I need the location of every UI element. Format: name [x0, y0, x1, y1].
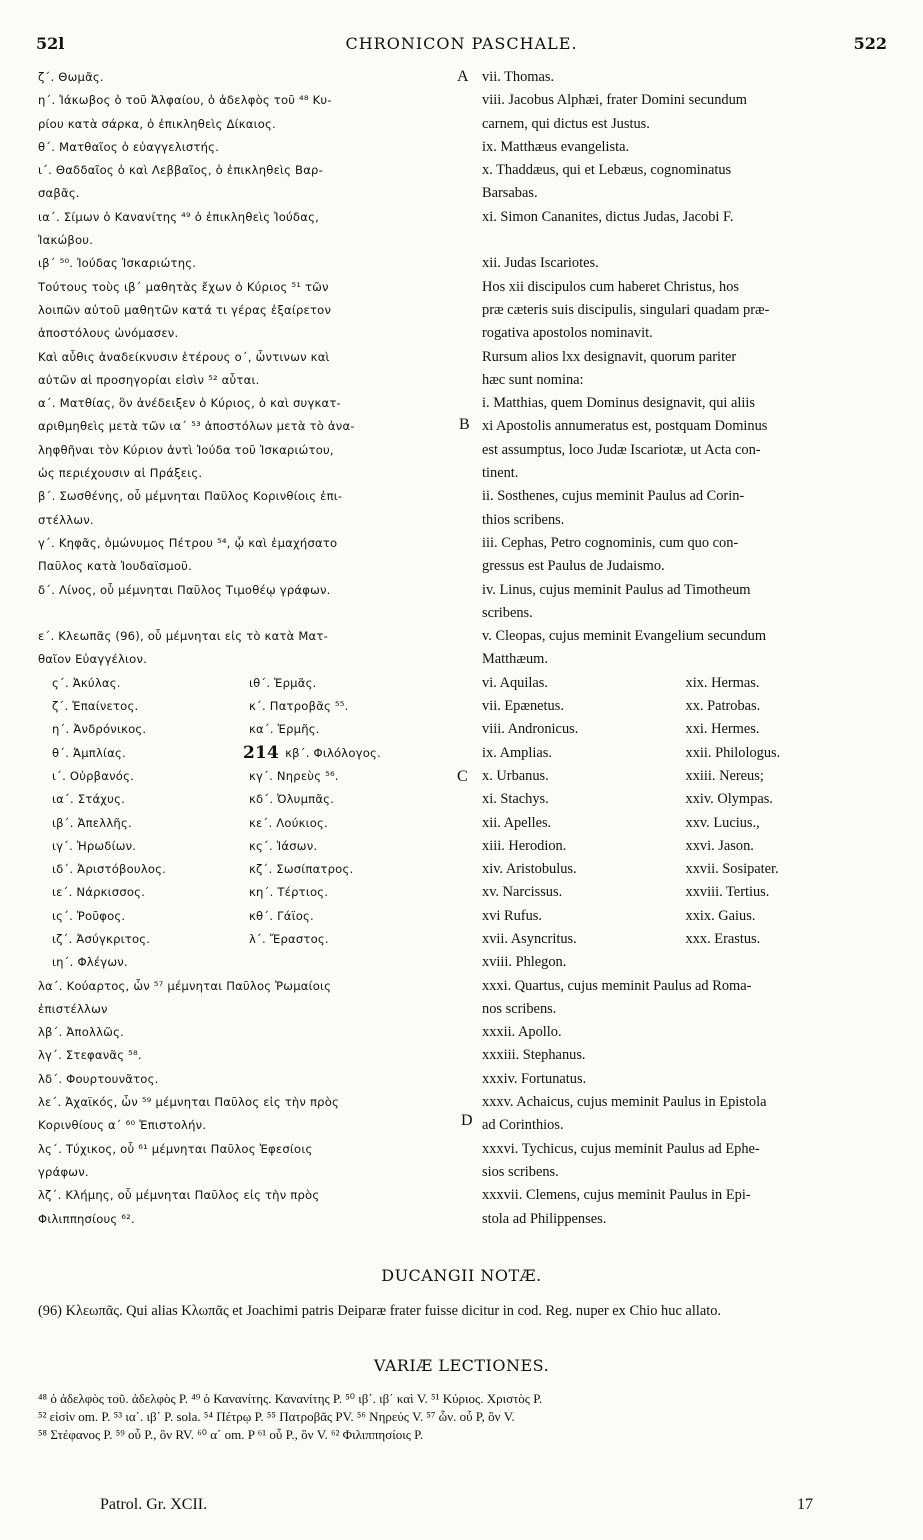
latin-text-line: Matthæum. [482, 651, 548, 668]
name-pair-row [482, 672, 889, 695]
page-footer [100, 1496, 813, 1514]
name-pair-row [38, 788, 460, 811]
latin-text-line: Rursum alios lxx designavit, quorum pariter [482, 348, 737, 365]
greek-text-line: γράφων. [38, 1164, 89, 1179]
latin-text-line: xxxvii. Clemens, cujus meminit Paulus in Epi- [482, 1187, 751, 1204]
name-pair-row [38, 881, 460, 904]
greek-text-line: ι΄. Θαδδαῖος ὁ καὶ Λεββαῖος, ὁ ἐπικληθεὶς Βαρ- [38, 163, 323, 178]
greek-text-line: β΄. Σωσθένης, οὗ μέμνηται Παῦλος Κορινθίοις ἐπι- [38, 489, 343, 504]
greek-text-line: ρίου κατὰ σάρκα, ὁ ἐπικληθεὶς Δίκαιος. [38, 116, 276, 131]
latin-text-line: sios scribens. [482, 1163, 559, 1180]
latin-text-line: gressus est Paulus de Judaismo. [482, 558, 665, 575]
latin-name-left: xvii. Asyncritus. [482, 930, 577, 947]
name-pair-row [482, 905, 889, 928]
latin-text-line: xxxvi. Tychicus, cujus meminit Paulus ad Ephe- [482, 1140, 760, 1157]
variant-reading-line: ⁵⁸ Στέφανος P. ⁵⁹ οὗ P., ὃν RV. ⁶⁰ α΄ om. P ⁶¹ οὗ P., ὃν V. ⁶² Φιλιππησίοις P. [38, 1427, 424, 1442]
latin-name-right: xxix. Gaius. [685, 907, 756, 924]
greek-name-left: ι΄. Οὐρβανός. [52, 768, 134, 783]
latin-text-line: x. Thaddæus, qui et Lebæus, cognominatus [482, 162, 732, 179]
greek-name-left: ιβ΄. Ἀπελλῆς. [52, 815, 132, 830]
greek-text-line: ζ΄. Θωμᾶς. [38, 70, 104, 84]
latin-text-line: carnem, qui dictus est Justus. [482, 115, 650, 132]
greek-name-right [249, 951, 460, 974]
latin-name-right: xxvii. Sosipater. [685, 861, 779, 878]
name-pair-row [482, 695, 889, 718]
latin-text-line: rogativa apostolos nominavit. [482, 325, 653, 342]
latin-name-left: vii. Epænetus. [482, 698, 564, 715]
latin-name-right: xxii. Philologus. [685, 744, 781, 761]
latin-name-right: xxiv. Olympas. [685, 791, 773, 808]
latin-name-left: xvi Rufus. [482, 907, 542, 924]
name-pair-row [38, 718, 460, 741]
latin-text-line: xi Apostolis annumeratus est, postquam Dominus [482, 418, 768, 435]
latin-column [482, 66, 889, 1231]
latin-name-left: xv. Narcissus. [482, 884, 563, 901]
page-number-right: 522 [853, 34, 887, 53]
column-number: 214 [243, 742, 280, 763]
greek-text-line: λζ΄. Κλήμης, οὗ μέμνηται Παῦλος εἰς τὴν πρὸς [38, 1188, 320, 1203]
greek-name-left: ιζ΄. Ἀσύγκριτος. [52, 931, 151, 946]
latin-text-line: iii. Cephas, Petro cognominis, cum quo con- [482, 534, 739, 551]
greek-name-left: η΄. Ἀνδρόνικος. [52, 722, 147, 737]
latin-text-line: est assumptus, loco Judæ Iscariotæ, ut Acta con- [482, 441, 761, 458]
name-pair-row [38, 672, 460, 695]
latin-name-right: xxx. Erastus. [685, 930, 761, 947]
greek-text-line: Παῦλος κατὰ Ἰουδαϊσμοῦ. [38, 559, 192, 574]
greek-text-line: λοιπῶν αὐτοῦ μαθητῶν κατά τι γέρας ἐξαίρετον [38, 302, 332, 317]
greek-name-right: κ΄. Πατροβᾶς ⁵⁵. [249, 699, 349, 714]
greek-text-line: λγ΄. Στεφανᾶς ⁵⁸. [38, 1048, 142, 1063]
greek-name-right: κς΄. Ἰάσων. [249, 838, 318, 853]
latin-text-line: ii. Sosthenes, cujus meminit Paulus ad Corin- [482, 488, 745, 505]
variant-reading-line: ⁴⁸ ὁ ἀδελφὸς τοῦ. ἀδελφὸς P. ⁴⁹ ὁ Κανανίτης. Κανανίτης P. ⁵⁰ ιβ΄. ιβ΄ καὶ V. ⁵¹ Κύριος. Χριστὸς P. [38, 1391, 543, 1406]
latin-text-line: viii. Jacobus Alphæi, frater Domini secundum [482, 92, 747, 109]
greek-text-line: λα΄. Κούαρτος, ὧν ⁵⁷ μέμνηται Παῦλος Ῥωμαίοις [38, 978, 332, 993]
ducange-note: (96) Κλεωπᾶς. Qui alias Κλωπᾶς et Joachimi patris Deiparæ frater fuisse dicitur in cod. Reg. nuper ex Chio huc allato. [38, 1303, 721, 1319]
greek-text-line: ὡς περιέχουσιν αἱ Πράξεις. [38, 466, 203, 481]
name-pair-row [38, 928, 460, 951]
latin-name-right: xix. Hermas. [685, 674, 760, 691]
greek-text-line: α΄. Ματθίας, ὃν ἀνέδειξεν ὁ Κύριος, ὁ καὶ συγκατ- [38, 396, 341, 411]
greek-name-left: ζ΄. Ἐπαίνετος. [52, 699, 139, 714]
latin-text-line: præ cæteris suis discipulis, singulari quadam præ- [482, 301, 770, 318]
name-pair-row [482, 742, 889, 765]
greek-name-right: κα΄. Ἑρμῆς. [249, 722, 320, 737]
greek-text-line: ιβ΄ ⁵⁰. Ἰούδας Ἰσκαριώτης. [38, 256, 197, 271]
greek-text-line: ληφθῆναι τὸν Κύριον ἀντὶ Ἰούδα τοῦ Ἰσκαριώτου, [38, 442, 334, 457]
greek-name-left: ς΄. Ἀκύλας. [52, 675, 121, 690]
greek-text-line: θαῖον Εὐαγγέλιον. [38, 652, 148, 667]
margin-marker-d: D [461, 1112, 473, 1129]
latin-text-line: ad Corinthios. [482, 1117, 564, 1134]
name-pair-row [482, 812, 889, 835]
greek-text-line: ια΄. Σίμων ὁ Κανανίτης ⁴⁹ ὁ ἐπικληθεὶς Ἰούδας, [38, 209, 319, 224]
running-title: CHRONICON PASCHALE. [345, 34, 578, 53]
name-pair-row [482, 928, 889, 951]
latin-name-right: xx. Patrobas. [685, 698, 761, 715]
latin-name-left: x. Urbanus. [482, 767, 549, 784]
greek-column [38, 66, 460, 1231]
greek-name-left: ια΄. Στάχυς. [52, 792, 125, 807]
greek-text-line: ε΄. Κλεωπᾶς (96), οὗ μέμνηται εἰς τὸ κατὰ Ματ- [38, 629, 328, 644]
name-pair-row [482, 951, 889, 974]
greek-name-right: λ΄. Ἔραστος. [249, 931, 329, 946]
latin-text-line: stola ad Philippenses. [482, 1210, 607, 1227]
greek-text-line: Καὶ αὖθις ἀναδείκνυσιν ἑτέρους ο΄, ὧντινων καὶ [38, 349, 330, 364]
greek-text-line: ἐπιστέλλων [38, 1001, 108, 1016]
margin-marker-b: B [459, 416, 470, 433]
latin-name-right: xxi. Hermes. [685, 721, 760, 738]
greek-text-line: Κορινθίους α΄ ⁶⁰ Ἐπιστολήν. [38, 1118, 207, 1133]
latin-name-left: viii. Andronicus. [482, 721, 579, 738]
footer-signature: 17 [797, 1496, 813, 1513]
greek-name-right: κδ΄. Ὀλυμπᾶς. [249, 792, 335, 807]
latin-text-line: tinent. [482, 465, 519, 482]
latin-text-line: hæc sunt nomina: [482, 371, 584, 388]
latin-text-line: v. Cleopas, cujus meminit Evangelium secundum [482, 628, 767, 645]
latin-text-line: nos scribens. [482, 1000, 557, 1017]
greek-text-line: λε΄. Ἀχαϊκός, ὧν ⁵⁹ μέμνηται Παῦλος εἰς τὴν πρὸς [38, 1095, 340, 1110]
latin-name-right: xxvi. Jason. [685, 837, 754, 854]
name-pair-row [482, 835, 889, 858]
page-number-left: 52l [36, 34, 65, 53]
greek-text-line: Ἰακώβου. [38, 233, 94, 248]
greek-text-line: δ΄. Λίνος, οὗ μέμνηται Παῦλος Τιμοθέῳ γράφων. [38, 582, 331, 597]
latin-text-line: xxxv. Achaicus, cujus meminit Paulus in Epistola [482, 1094, 767, 1111]
greek-name-left: ιγ΄. Ἡρωδίων. [52, 838, 137, 853]
name-pair-row [482, 858, 889, 881]
greek-text-line: λδ΄. Φουρτουνᾶτος. [38, 1071, 159, 1086]
latin-name-left: ix. Amplias. [482, 744, 552, 761]
latin-text-line: thios scribens. [482, 511, 565, 528]
greek-text-line: θ΄. Ματθαῖος ὁ εὐαγγελιστής. [38, 139, 220, 154]
latin-name-left: vi. Aquilas. [482, 674, 548, 691]
greek-text-line: γ΄. Κηφᾶς, ὁμώνυμος Πέτρου ⁵⁴, ᾧ καὶ ἐμαχήσατο [38, 535, 338, 550]
greek-name-left: ιε΄. Νάρκισσος. [52, 885, 146, 900]
greek-name-right: κη΄. Τέρτιος. [249, 885, 329, 900]
latin-text-line: i. Matthias, quem Dominus designavit, qui aliis [482, 395, 756, 412]
name-pair-row [38, 742, 460, 765]
greek-text-line: η΄. Ἰάκωβος ὁ τοῦ Ἀλφαίου, ὁ ἀδελφὸς τοῦ ⁴⁸ Κυ- [38, 93, 332, 108]
greek-text-line: λβ΄. Ἀπολλῶς. [38, 1025, 124, 1040]
greek-text-line: λς΄. Τύχικος, οὗ ⁶¹ μέμνηται Παῦλος Ἐφεσίοις [38, 1141, 313, 1156]
latin-text-line: Barsabas. [482, 185, 538, 202]
greek-text-line: αριθμηθεὶς μετὰ τῶν ια΄ ⁵³ ἀποστόλων μετὰ τὸ ἀνα- [38, 419, 355, 434]
margin-marker-a: A [457, 68, 469, 85]
latin-text-line: xii. Judas Iscariotes. [482, 255, 599, 272]
page-header [36, 34, 887, 58]
greek-name-right: κβ΄. Φιλόλογος. [285, 745, 381, 760]
latin-text-line: xxxiv. Fortunatus. [482, 1070, 587, 1087]
greek-text-line: ἀποστόλους ὠνόμασεν. [38, 326, 179, 341]
latin-text-line: xi. Simon Cananites, dictus Judas, Jacobi F. [482, 208, 734, 225]
latin-text-line: scribens. [482, 604, 533, 621]
greek-name-left: ις΄. Ῥοῦφος. [52, 908, 126, 923]
greek-name-right: κθ΄. Γάϊος. [249, 908, 314, 923]
variae-heading: VARIÆ LECTIONES. [373, 1356, 550, 1375]
ducange-heading: DUCANGII NOTÆ. [381, 1266, 542, 1285]
spacer [38, 602, 460, 625]
footer-volume: Patrol. Gr. XCII. [100, 1496, 208, 1513]
name-pair-row [38, 695, 460, 718]
spacer [482, 229, 889, 252]
variae-lectiones [38, 1390, 887, 1444]
latin-text-line: iv. Linus, cujus meminit Paulus ad Timotheum [482, 581, 751, 598]
latin-text-line: ix. Matthæus evangelista. [482, 138, 630, 155]
latin-name-left: xiii. Herodion. [482, 837, 567, 854]
name-pair-row [38, 835, 460, 858]
latin-name-right [686, 951, 890, 974]
greek-text-line: αὐτῶν αἱ προσηγορίαι εἰσὶν ⁵² αὗται. [38, 372, 260, 387]
name-pair-row [482, 788, 889, 811]
greek-name-left: ιδ΄. Ἀριστόβουλος. [52, 862, 167, 877]
greek-text-line: Τούτους τοὺς ιβ΄ μαθητὰς ἔχων ὁ Κύριος ⁵¹ τῶν [38, 279, 329, 294]
latin-name-right: xxviii. Tertius. [685, 884, 770, 901]
latin-name-left: xii. Apelles. [482, 814, 552, 831]
latin-text-line: xxxii. Apollo. [482, 1024, 562, 1041]
margin-marker-c: C [457, 768, 468, 785]
greek-name-right: κε΄. Λούκιος. [249, 815, 328, 830]
latin-name-right: xxv. Lucius., [685, 814, 760, 831]
latin-name-right: xxiii. Nereus; [685, 767, 764, 784]
latin-text-line: vii. Thomas. [482, 69, 555, 85]
greek-text-line: στέλλων. [38, 512, 94, 527]
greek-name-right: ιθ΄. Ἑρμᾶς. [249, 675, 317, 690]
name-pair-row [38, 951, 460, 974]
latin-name-left: xviii. Phlegon. [482, 954, 567, 971]
name-pair-row [38, 765, 460, 788]
name-pair-row [38, 858, 460, 881]
name-pair-row [482, 881, 889, 904]
latin-name-left: xi. Stachys. [482, 791, 549, 808]
greek-name-right: κγ΄. Νηρεὺς ⁵⁶. [249, 768, 339, 783]
latin-text-line: xxxi. Quartus, cujus meminit Paulus ad Roma- [482, 977, 752, 994]
variant-reading-line: ⁵² εἰσὶν om. P. ⁵³ ια΄. ιβ΄ P. sola. ⁵⁴ Πέτρῳ P. ⁵⁵ Πατροβᾶς PV. ⁵⁶ Νηρεύς V. ⁵⁷ ὧν. οὗ P, ὃν V. [38, 1409, 515, 1424]
greek-name-left: θ΄. Ἀμπλίας. [52, 745, 126, 760]
name-pair-row [482, 765, 889, 788]
greek-text-line: Φιλιππησίους ⁶². [38, 1211, 135, 1226]
greek-text-line: σαβᾶς. [38, 186, 80, 201]
greek-name-right: κζ΄. Σωσίπατρος. [249, 862, 354, 877]
name-pair-row [38, 812, 460, 835]
latin-text-line: Hos xii discipulos cum haberet Christus, hos [482, 278, 740, 295]
name-pair-row [38, 905, 460, 928]
latin-name-left: xiv. Aristobulus. [482, 861, 577, 878]
name-pair-row [482, 718, 889, 741]
latin-text-line: xxxiii. Stephanus. [482, 1047, 586, 1064]
greek-name-left: ιη΄. Φλέγων. [52, 955, 128, 970]
